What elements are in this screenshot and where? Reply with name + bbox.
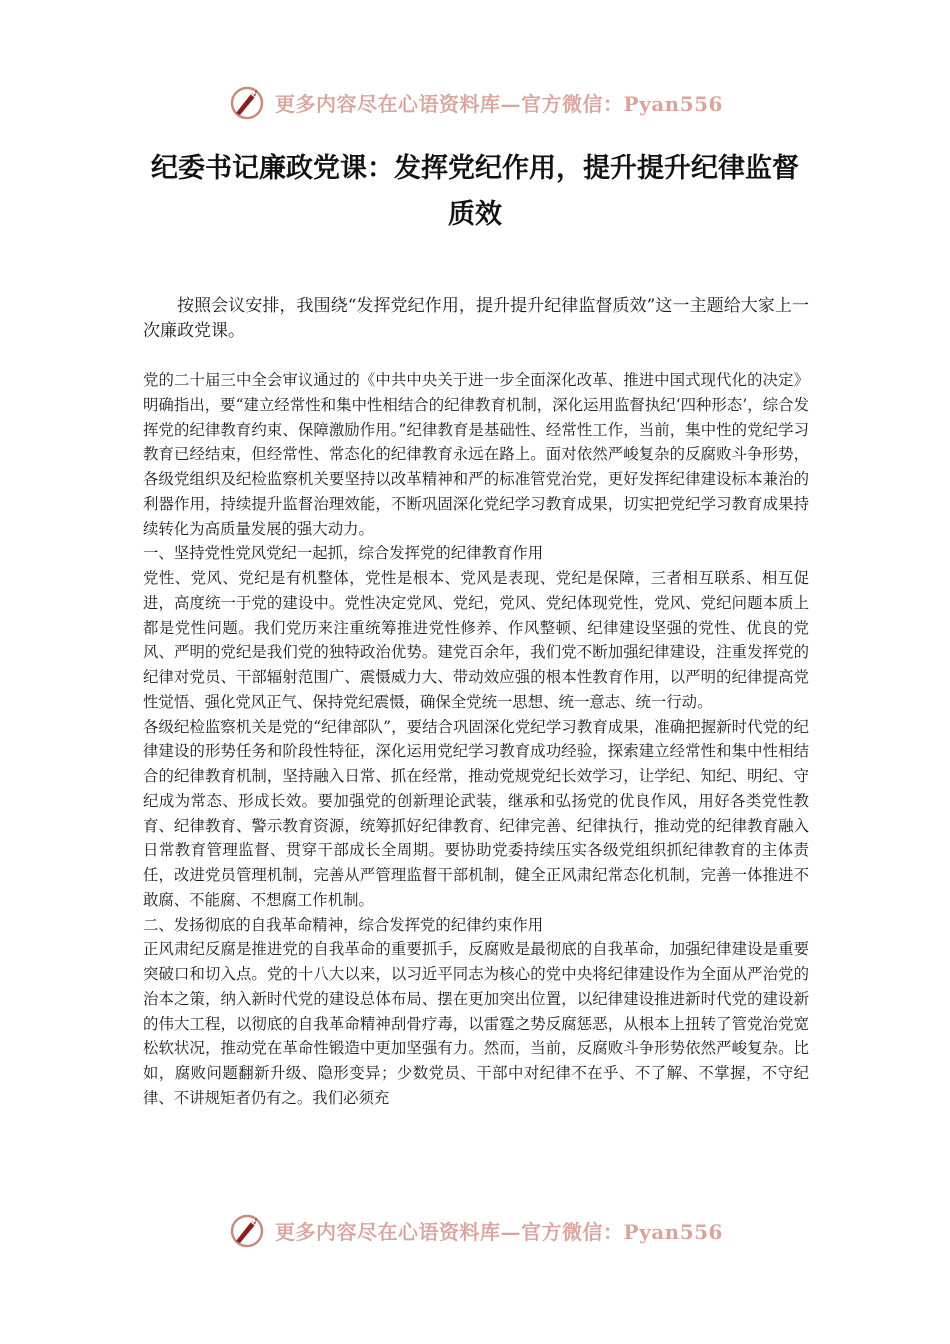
pen-nib-circle-icon: [227, 1210, 267, 1250]
intro-paragraph: 按照会议安排，我围绕“发挥党纪作用，提升提升纪律监督质效”这一主题给大家上一次廉政党课。: [143, 296, 809, 341]
document-body: [143, 368, 809, 1111]
section-heading-1: 一、坚持党性党风党纪一起抓，综合发挥党的纪律教育作用: [143, 544, 544, 563]
section-heading-2: 二、发扬彻底的自我革命精神，综合发挥党的纪律约束作用: [143, 915, 544, 934]
body-paragraph: 正风肃纪反腐是推进党的自我革命的重要抓手，反腐败是最彻底的自我革命，加强纪律建设是重要突破口和切入点。党的十八大以来，以习近平同志为核心的党中央将纪律建设作为全面从严治党的治本之策，纳入新时代党的建设总体布局、摆在更加突出位置，以纪律建设推进新时代党的建设新的伟大工程，以彻底的自我革命精神刮骨疗毒，以雷霆之势反腐惩恶，从根本上扭转了管党治党宽松软状况，推动党在革命性锻造中更加坚强有力。然而，当前，反腐败斗争形势依然严峻复杂。比如，腐败问题翻新升级、隐形变异；少数党员、干部中对纪律不在乎、不了解、不掌握，不守纪律、不讲规矩者仍有之。我们必须充: [143, 940, 809, 1107]
pen-nib-circle-icon: [227, 82, 267, 122]
body-paragraph: 党性、党风、党纪是有机整体，党性是根本、党风是表现、党纪是保障，三者相互联系、相互促进，高度统一于党的建设中。党性决定党风、党纪，党风、党纪体现党性，党风、党纪问题本质上都是党性问题。我们党历来注重统筹推进党性修养、作风整顿、纪律建设坚强的党性、优良的党风、严明的党纪是我们党的独特政治优势。建党百余年，我们党不断加强纪律建设，注重发挥党的纪律对党员、干部辐射范围广、震慑威力大、带动效应强的根本性教育作用，以严明的纪律提高党性觉悟、强化党风正气、保持党纪震慑，确保全党统一思想、统一意志、统一行动。: [143, 569, 809, 711]
body-paragraph: 党的二十届三中全会审议通过的《中共中央关于进一步全面深化改革、推进中国式现代化的决定》明确指出，要“建立经常性和集中性相结合的纪律教育机制，深化运用监督执纪‘四种形态’，综合发挥党的纪律教育约束、保障激励作用。”纪律教育是基础性、经常性工作，当前，集中性的党纪学习教育已经结束，但经常性、常态化的纪律教育永远在路上。面对依然严峻复杂的反腐败斗争形势，各级党组织及纪检监察机关要坚持以改革精神和严的标准管党治党，更好发挥纪律建设标本兼治的利器作用，持续提升监督治理效能，不断巩固深化党纪学习教育成果，切实把党纪学习教育成果持续转化为高质量发展的强大动力。: [143, 371, 809, 538]
watermark-text: 更多内容尽在心语资料库—官方微信：Pyan556: [275, 1219, 723, 1244]
document-title: 纪委书记廉政党课：发挥党纪作用，提升提升纪律监督质效: [151, 153, 799, 230]
watermark-banner-bottom: [0, 1208, 950, 1252]
watermark-text: 更多内容尽在心语资料库—官方微信：Pyan556: [275, 91, 723, 116]
body-paragraph: 各级纪检监察机关是党的“纪律部队”，要结合巩固深化党纪学习教育成果，准确把握新时代党的纪律建设的形势任务和阶段性特征，深化运用党纪学习教育成功经验，探索建立经常性和集中性相结合的纪律教育机制，坚持融入日常、抓在经常，推动党规党纪长效学习，让学纪、知纪、明纪、守纪成为常态、形成长效。要加强党的创新理论武装，继承和弘扬党的优良作风，用好各类党性教育、纪律教育、警示教育资源，统筹抓好纪律教育、纪律完善、纪律执行，推动党的纪律教育融入日常教育管理监督、贯穿干部成长全周期。要协助党委持续压实各级党组织抓纪律教育的主体责任，改进党员管理机制，完善从严管理监督干部机制，健全正风肃纪常态化机制，完善一体推进不敢腐、不能腐、不想腐工作机制。: [143, 717, 809, 909]
watermark-banner-top: [0, 80, 950, 124]
